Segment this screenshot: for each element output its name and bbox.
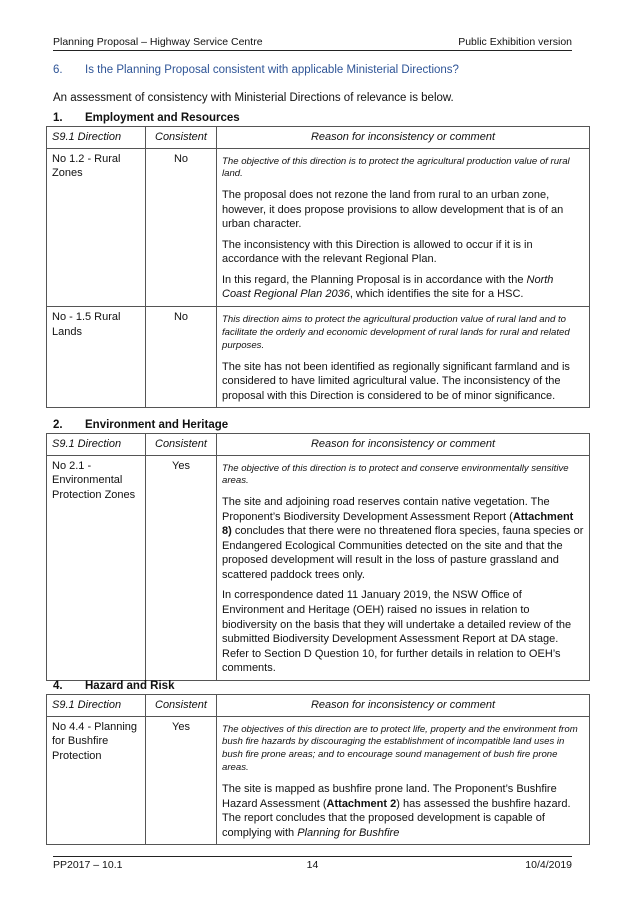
- consistent-cell: Yes: [146, 455, 217, 680]
- section-heading-employment: [53, 112, 240, 124]
- direction-cell: No - 1.5 Rural Lands: [47, 307, 146, 408]
- col-header-consistent: Consistent: [146, 434, 217, 456]
- header-version: Public Exhibition version: [458, 36, 572, 48]
- section-title: Environment and Heritage: [85, 419, 229, 431]
- direction-cell: No 4.4 - Planning for Bushfire Protection: [47, 716, 146, 845]
- col-header-consistent: Consistent: [146, 695, 217, 717]
- directions-table-hazard: [46, 694, 590, 845]
- consistent-cell: No: [146, 148, 217, 306]
- section-number: 4.: [53, 680, 63, 692]
- section-heading-environment: [53, 419, 228, 431]
- directions-table-environment: [46, 433, 590, 681]
- comment-paragraph: [222, 782, 584, 840]
- question-heading: [53, 64, 459, 76]
- objective-text: The objective of this direction is to protect and conserve environmentally sensitive areas.: [222, 462, 569, 487]
- comment-paragraph: The site has not been identified as regionally significant farmland and is considered to have limited agricultural value. The inconsistency of the proposal with this Direction is considered to be of minor significance.: [222, 360, 570, 402]
- section-title: Hazard and Risk: [85, 680, 175, 692]
- consistent-cell: Yes: [146, 716, 217, 845]
- table-header-row: [47, 127, 590, 149]
- col-header-direction: S9.1 Direction: [47, 127, 146, 149]
- table-row: [47, 716, 590, 845]
- comment-paragraph: [222, 273, 584, 302]
- table-header-row: [47, 434, 590, 456]
- table-row: [47, 455, 590, 680]
- reason-cell: [217, 455, 590, 680]
- reason-cell: [217, 716, 590, 845]
- text-run: The site and adjoining road reserves contain native vegetation. The Proponent’s Biodiversity Development Assessment Report (: [222, 496, 550, 523]
- page-footer: [53, 856, 572, 873]
- footer-date: 10/4/2019: [525, 859, 572, 871]
- col-header-reason: Reason for inconsistency or comment: [217, 434, 590, 456]
- objective-text: This direction aims to protect the agricultural production value of rural land and to facilitate the orderly and economic development of rural lands for rural and related purposes.: [222, 314, 570, 351]
- attachment-ref: Attachment 8): [222, 510, 574, 538]
- table-row: [47, 148, 590, 306]
- direction-cell: No 1.2 - Rural Zones: [47, 148, 146, 306]
- col-header-direction: S9.1 Direction: [47, 434, 146, 456]
- col-header-consistent: Consistent: [146, 127, 217, 149]
- objective-text: The objective of this direction is to protect the agricultural production value of rural land.: [222, 155, 570, 180]
- table-row: [47, 307, 590, 408]
- page-header: [53, 36, 572, 51]
- objective-text: The objectives of this direction are to protect life, property and the environment from bush fire hazards by discouraging the establishment of incompatible land uses in bush fire prone areas; and to encourage sound management of bush fire prone areas.: [222, 723, 578, 774]
- text-run: , which identifies the site for a HSC.: [349, 288, 524, 301]
- footer-reference: PP2017 – 10.1: [53, 859, 123, 871]
- section-number: 1.: [53, 112, 63, 124]
- col-header-direction: S9.1 Direction: [47, 695, 146, 717]
- header-title: Planning Proposal – Highway Service Centre: [53, 36, 263, 48]
- comment-paragraph: In correspondence dated 11 January 2019, the NSW Office of Environment and Heritage (OEH) raised no issues in relation to biodiversity on the basis that they will undertake a detailed review of the submitted Biodiversity Development Assessment Report at DA stage. Refer to Section D Question 10, for further details in relation to OEH’s comments.: [222, 589, 572, 675]
- page-number: 14: [306, 859, 319, 871]
- plan-title: North Coast Regional Plan 2036: [222, 273, 554, 301]
- comment-paragraph: The inconsistency with this Direction is allowed to occur if it is in accordance with the relevant Regional Plan.: [222, 238, 533, 266]
- comment-paragraph: [222, 495, 584, 582]
- reason-cell: [217, 307, 590, 408]
- intro-text: An assessment of consistency with Ministerial Directions of relevance is below.: [53, 92, 454, 104]
- text-run: ) has assessed the bushfire hazard. The report concludes that the proposed development is capable of complying with: [222, 797, 571, 839]
- document-title: Planning for Bushfire: [297, 826, 400, 839]
- col-header-reason: Reason for inconsistency or comment: [217, 127, 590, 149]
- text-run: The site is mapped as bushfire prone land. The Proponent’s Bushfire Hazard Assessment (: [222, 783, 557, 810]
- direction-cell: No 2.1 - Environmental Protection Zones: [47, 455, 146, 680]
- reason-cell: [217, 148, 590, 306]
- section-heading-hazard: [53, 680, 174, 692]
- section-title: Employment and Resources: [85, 112, 240, 124]
- text-run: concludes that there were no threatened flora species, fauna species or Endangered Ecological Communities detected on the site and that the proposed development will result in the loss of pasture grassland and scattered paddock trees only.: [222, 525, 584, 581]
- text-run: In this regard, the Planning Proposal is in accordance with the: [222, 273, 527, 286]
- col-header-reason: Reason for inconsistency or comment: [217, 695, 590, 717]
- comment-paragraph: The proposal does not rezone the land from rural to an urban zone, however, it does propose provisions to allow development that is of an urban character.: [222, 189, 564, 231]
- question-number: 6.: [53, 64, 63, 76]
- question-text: Is the Planning Proposal consistent with applicable Ministerial Directions?: [85, 64, 459, 76]
- section-number: 2.: [53, 419, 63, 431]
- directions-table-employment: [46, 126, 590, 408]
- consistent-cell: No: [146, 307, 217, 408]
- table-header-row: [47, 695, 590, 717]
- attachment-ref: Attachment 2: [326, 797, 397, 810]
